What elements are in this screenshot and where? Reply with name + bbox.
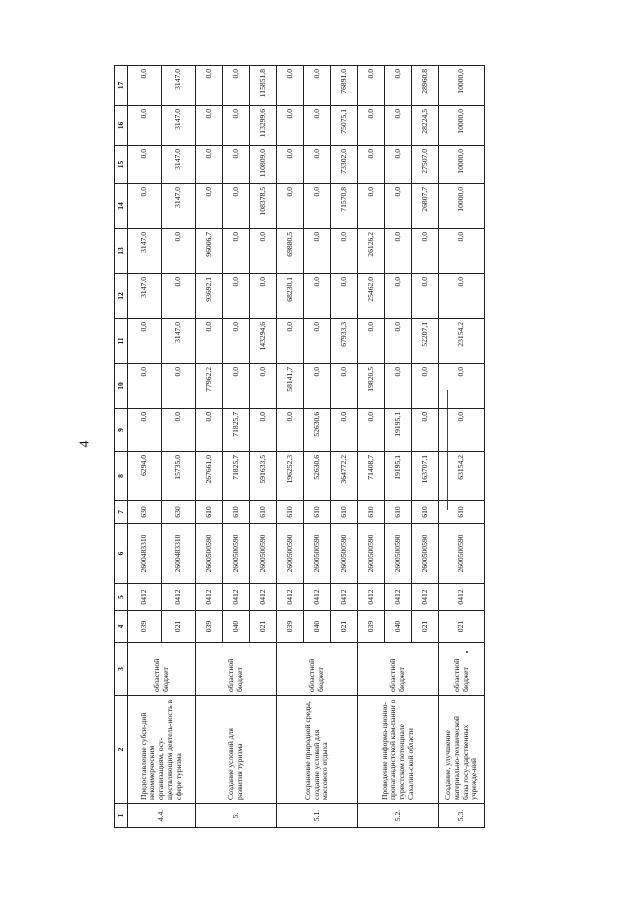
- amount-cell: 52207,1: [412, 319, 439, 364]
- amount-cell: 0,0: [223, 274, 250, 319]
- code-cell: 021: [250, 611, 277, 643]
- amount-cell: 26807,7: [412, 184, 439, 229]
- code-cell: 2600500590: [196, 524, 223, 584]
- table-row: [358, 66, 385, 828]
- column-header: 13: [115, 229, 128, 274]
- amount-cell: 0,0: [277, 146, 304, 184]
- amount-cell: 0,0: [128, 184, 162, 229]
- table-row: [196, 66, 223, 828]
- table-row: [277, 66, 304, 828]
- row-description: Предоставление субси-дий некоммерческим организациям, осу-ществляющим деятель-ность в сфере туризма: [128, 696, 196, 804]
- code-cell: 021: [439, 611, 485, 643]
- amount-cell: 63154,2: [439, 452, 485, 501]
- column-header: 4: [115, 611, 128, 643]
- code-cell: 610: [358, 501, 385, 524]
- amount-cell: 52630,6: [304, 409, 331, 452]
- code-cell: 0412: [304, 584, 331, 611]
- amount-cell: 10000,0: [439, 184, 485, 229]
- row-description: Сохранение природной среды, создание условий для массового отдыха: [277, 696, 358, 804]
- amount-cell: 0,0: [128, 106, 162, 146]
- code-cell: 039: [196, 611, 223, 643]
- row-number: 5.3.: [439, 804, 485, 828]
- code-cell: 630: [162, 501, 196, 524]
- code-cell: 610: [250, 501, 277, 524]
- amount-cell: 0,0: [196, 409, 223, 452]
- code-cell: 2600500590: [304, 524, 331, 584]
- amount-cell: 0,0: [128, 146, 162, 184]
- column-header: 17: [115, 66, 128, 106]
- amount-cell: 0,0: [128, 66, 162, 106]
- amount-cell: 0,0: [223, 184, 250, 229]
- code-cell: 040: [304, 611, 331, 643]
- amount-cell: 143294,6: [250, 319, 277, 364]
- amount-cell: 108378,5: [250, 184, 277, 229]
- code-cell: 039: [277, 611, 304, 643]
- amount-cell: 0,0: [358, 106, 385, 146]
- column-header: 2: [115, 696, 128, 804]
- row-description: Создание, улучшение материально-технической базы госу-дарственных учрежде-ний: [439, 696, 485, 804]
- amount-cell: 0,0: [304, 319, 331, 364]
- amount-cell: 0,0: [223, 319, 250, 364]
- code-cell: 040: [223, 611, 250, 643]
- amount-cell: 0,0: [304, 146, 331, 184]
- code-cell: 610: [439, 501, 485, 524]
- amount-cell: 76891,0: [331, 66, 358, 106]
- amount-cell: 58141,7: [277, 364, 304, 409]
- amount-cell: 0,0: [412, 364, 439, 409]
- code-cell: 039: [128, 611, 162, 643]
- amount-cell: 73302,0: [331, 146, 358, 184]
- amount-cell: 19195,1: [385, 409, 412, 452]
- table-row: [128, 66, 162, 828]
- amount-cell: 10000,0: [439, 106, 485, 146]
- amount-cell: 0,0: [331, 409, 358, 452]
- code-cell: 021: [162, 611, 196, 643]
- amount-cell: 0,0: [331, 229, 358, 274]
- amount-cell: 10000,0: [439, 66, 485, 106]
- funding-source: областной бюджет: [196, 643, 277, 696]
- amount-cell: 0,0: [223, 106, 250, 146]
- amount-cell: 0,0: [304, 106, 331, 146]
- column-header: 9: [115, 409, 128, 452]
- amount-cell: 3147,0: [128, 274, 162, 319]
- code-cell: 2600483310: [162, 524, 196, 584]
- amount-cell: 0,0: [304, 184, 331, 229]
- amount-cell: 0,0: [358, 319, 385, 364]
- row-number: 5.1.: [277, 804, 358, 828]
- amount-cell: 0,0: [162, 409, 196, 452]
- code-cell: 610: [196, 501, 223, 524]
- amount-cell: 0,0: [128, 364, 162, 409]
- amount-cell: 93692,1: [196, 274, 223, 319]
- amount-cell: 0,0: [304, 229, 331, 274]
- amount-cell: 67933,3: [331, 319, 358, 364]
- amount-cell: 0,0: [331, 364, 358, 409]
- amount-cell: 0,0: [250, 229, 277, 274]
- amount-cell: 3147,0: [162, 66, 196, 106]
- amount-cell: 0,0: [304, 274, 331, 319]
- amount-cell: 113299,6: [250, 106, 277, 146]
- amount-cell: 0,0: [358, 146, 385, 184]
- amount-cell: 26126,2: [358, 229, 385, 274]
- column-header: 11: [115, 319, 128, 364]
- code-cell: 0412: [162, 584, 196, 611]
- column-header: 15: [115, 146, 128, 184]
- amount-cell: 0,0: [385, 106, 412, 146]
- amount-cell: 0,0: [304, 364, 331, 409]
- amount-cell: 0,0: [412, 274, 439, 319]
- rotated-budget-table: [114, 66, 479, 828]
- amount-cell: 3147,0: [162, 184, 196, 229]
- amount-cell: 0,0: [162, 364, 196, 409]
- amount-cell: 15735,0: [162, 452, 196, 501]
- code-cell: 610: [304, 501, 331, 524]
- column-header: 7: [115, 501, 128, 524]
- amount-cell: 0,0: [196, 184, 223, 229]
- amount-cell: 0,0: [385, 274, 412, 319]
- column-header: 10: [115, 364, 128, 409]
- amount-cell: 0,0: [331, 274, 358, 319]
- code-cell: 2600500590: [439, 524, 485, 584]
- code-cell: 021: [412, 611, 439, 643]
- code-cell: 2600500590: [331, 524, 358, 584]
- amount-cell: 28960,8: [412, 66, 439, 106]
- code-cell: 0412: [128, 584, 162, 611]
- code-cell: 0412: [223, 584, 250, 611]
- code-cell: 0412: [385, 584, 412, 611]
- code-cell: 0412: [331, 584, 358, 611]
- table-body: [115, 66, 485, 828]
- amount-cell: 27507,0: [412, 146, 439, 184]
- code-cell: 2600483310: [128, 524, 162, 584]
- code-cell: 610: [412, 501, 439, 524]
- amount-cell: 0,0: [196, 146, 223, 184]
- column-header: 1: [115, 804, 128, 828]
- amount-cell: 52630,6: [304, 452, 331, 501]
- amount-cell: 0,0: [439, 274, 485, 319]
- code-cell: 040: [385, 611, 412, 643]
- amount-cell: 0,0: [250, 274, 277, 319]
- amount-cell: 75075,1: [331, 106, 358, 146]
- amount-cell: 0,0: [128, 319, 162, 364]
- amount-cell: 96006,7: [196, 229, 223, 274]
- code-cell: 2600500590: [223, 524, 250, 584]
- code-cell: 0412: [196, 584, 223, 611]
- amount-cell: 19195,1: [385, 452, 412, 501]
- amount-cell: 71570,8: [331, 184, 358, 229]
- amount-cell: 0,0: [223, 364, 250, 409]
- amount-cell: 0,0: [385, 66, 412, 106]
- funding-source: областной бюджет: [439, 643, 485, 696]
- amount-cell: 0,0: [385, 319, 412, 364]
- code-cell: 039: [358, 611, 385, 643]
- amount-cell: 0,0: [277, 184, 304, 229]
- header-row: [115, 66, 128, 828]
- code-cell: 2600500590: [250, 524, 277, 584]
- amount-cell: 68230,1: [277, 274, 304, 319]
- amount-cell: 0,0: [385, 146, 412, 184]
- amount-cell: 0,0: [439, 409, 485, 452]
- code-cell: 610: [223, 501, 250, 524]
- column-header: 12: [115, 274, 128, 319]
- amount-cell: 0,0: [385, 184, 412, 229]
- amount-cell: 0,0: [223, 66, 250, 106]
- column-header: 16: [115, 106, 128, 146]
- amount-cell: 28224,5: [412, 106, 439, 146]
- amount-cell: 267661,0: [196, 452, 223, 501]
- amount-cell: 0,0: [277, 106, 304, 146]
- amount-cell: 69880,5: [277, 229, 304, 274]
- row-description: Создание условий для развития туризма: [196, 696, 277, 804]
- code-cell: 0412: [250, 584, 277, 611]
- amount-cell: 25462,0: [358, 274, 385, 319]
- code-cell: 610: [277, 501, 304, 524]
- amount-cell: 0,0: [196, 106, 223, 146]
- code-cell: 0412: [412, 584, 439, 611]
- amount-cell: 0,0: [223, 146, 250, 184]
- row-number: 5.2.: [358, 804, 439, 828]
- amount-cell: 364772,2: [331, 452, 358, 501]
- code-cell: 630: [128, 501, 162, 524]
- amount-cell: 3147,0: [128, 229, 162, 274]
- code-cell: 2600500590: [412, 524, 439, 584]
- amount-cell: 3147,0: [162, 106, 196, 146]
- table-row: [439, 66, 485, 828]
- amount-cell: 0,0: [412, 229, 439, 274]
- amount-cell: 0,0: [250, 364, 277, 409]
- code-cell: 0412: [358, 584, 385, 611]
- column-header: 8: [115, 452, 128, 501]
- code-cell: 0412: [277, 584, 304, 611]
- code-cell: 2600500590: [277, 524, 304, 584]
- amount-cell: 0,0: [162, 229, 196, 274]
- row-description: Проведение информа-ционно-пропагандистской кам-пании о туристском потенциале Сахалин-ской области: [358, 696, 439, 804]
- amount-cell: 0,0: [196, 66, 223, 106]
- amount-cell: 0,0: [277, 66, 304, 106]
- amount-cell: 3147,0: [162, 146, 196, 184]
- amount-cell: 163707,1: [412, 452, 439, 501]
- column-header: 6: [115, 524, 128, 584]
- amount-cell: 71825,7: [223, 452, 250, 501]
- amount-cell: 591633,5: [250, 452, 277, 501]
- amount-cell: 77962,2: [196, 364, 223, 409]
- code-cell: 0412: [439, 584, 485, 611]
- amount-cell: 0,0: [385, 229, 412, 274]
- amount-cell: 0,0: [277, 409, 304, 452]
- budget-table: [114, 65, 485, 828]
- amount-cell: 3147,0: [162, 319, 196, 364]
- amount-cell: 196252,3: [277, 452, 304, 501]
- amount-cell: 0,0: [385, 364, 412, 409]
- amount-cell: 0,0: [358, 184, 385, 229]
- code-cell: 610: [331, 501, 358, 524]
- page-number: 4: [77, 440, 93, 448]
- amount-cell: 71825,7: [223, 409, 250, 452]
- row-number: 4.4.: [128, 804, 196, 828]
- code-cell: 2600500590: [385, 524, 412, 584]
- amount-cell: 10000,0: [439, 146, 485, 184]
- amount-cell: 0,0: [304, 66, 331, 106]
- row-number: 5.: [196, 804, 277, 828]
- column-header: 14: [115, 184, 128, 229]
- amount-cell: 0,0: [439, 229, 485, 274]
- funding-source: областной бюджет: [358, 643, 439, 696]
- amount-cell: 0,0: [128, 409, 162, 452]
- amount-cell: 0,0: [412, 409, 439, 452]
- amount-cell: 115851,8: [250, 66, 277, 106]
- amount-cell: 0,0: [162, 274, 196, 319]
- amount-cell: 0,0: [223, 229, 250, 274]
- funding-source: областной бюджет: [128, 643, 196, 696]
- amount-cell: 0,0: [358, 409, 385, 452]
- code-cell: 610: [385, 501, 412, 524]
- funding-source: областной бюджет: [277, 643, 358, 696]
- column-header: 5: [115, 584, 128, 611]
- amount-cell: 110809,0: [250, 146, 277, 184]
- amount-cell: 6294,0: [128, 452, 162, 501]
- column-header: 3: [115, 643, 128, 696]
- amount-cell: 0,0: [196, 319, 223, 364]
- amount-cell: 23154,2: [439, 319, 485, 364]
- amount-cell: 19820,5: [358, 364, 385, 409]
- amount-cell: 0,0: [277, 319, 304, 364]
- amount-cell: 0,0: [250, 409, 277, 452]
- code-cell: 2600500590: [358, 524, 385, 584]
- code-cell: 021: [331, 611, 358, 643]
- amount-cell: 71408,7: [358, 452, 385, 501]
- amount-cell: 0,0: [358, 66, 385, 106]
- amount-cell: 0,0: [439, 364, 485, 409]
